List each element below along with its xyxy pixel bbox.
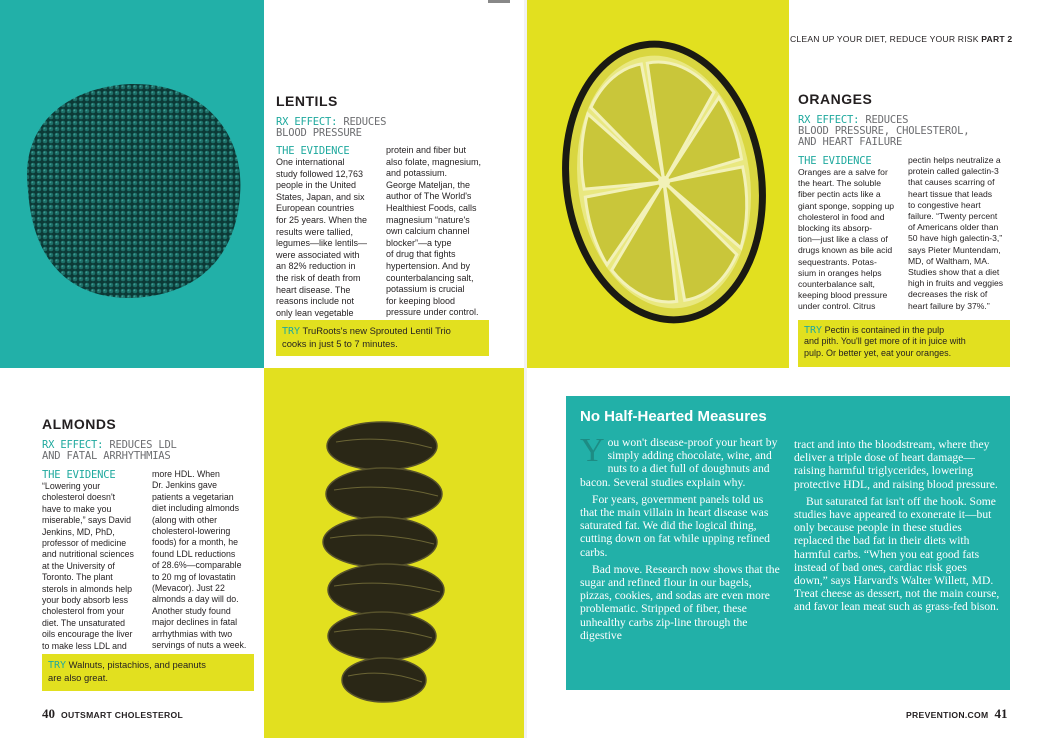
rx-line3: AND HEART FAILURE bbox=[798, 136, 903, 148]
sidebar-para: ou won't disease-proof your heart by simply adding chocolate, wine, and nuts to a diet full of doughnuts and bacon. Several studies explain why. bbox=[580, 436, 778, 489]
body-line: were associated with bbox=[276, 249, 360, 260]
rx-line1: REDUCES LDL bbox=[109, 439, 177, 451]
body-line: sequestrants. Potas- bbox=[798, 256, 877, 267]
lentils-image bbox=[0, 0, 264, 368]
body-line: foods) for a month, he bbox=[152, 537, 239, 548]
oranges-title: ORANGES bbox=[798, 91, 873, 107]
body-line: hypertension. And by bbox=[386, 260, 471, 271]
body-line: at the University of bbox=[42, 560, 115, 571]
body-line: blocking its absorp- bbox=[798, 223, 873, 234]
body-line: under control. Citrus bbox=[798, 301, 876, 312]
body-line: study followed 12,763 bbox=[276, 168, 364, 179]
body-line: pressure under control. bbox=[386, 307, 479, 318]
body-line: more HDL. When bbox=[152, 469, 220, 479]
orange-slice-image bbox=[526, 0, 789, 368]
body-line: to make less LDL and bbox=[42, 640, 127, 651]
rx-key: RX EFFECT: bbox=[276, 116, 338, 128]
lentils-col1 bbox=[276, 157, 384, 319]
body-line: cholesterol-lowering bbox=[152, 526, 231, 537]
almonds-title: ALMONDS bbox=[42, 416, 117, 432]
body-line: protein called galectin-3 bbox=[908, 166, 999, 177]
page-number-right: 41 bbox=[994, 706, 1008, 721]
body-line: Another study found bbox=[152, 605, 231, 616]
body-line: potassium is crucial bbox=[386, 284, 465, 295]
body-line: for keeping blood bbox=[386, 295, 456, 306]
rx-line2: BLOOD PRESSURE, CHOLESTEROL, bbox=[798, 125, 970, 137]
body-line: George Mateljan, the bbox=[386, 179, 471, 190]
body-line: Oranges are a salve for bbox=[798, 167, 888, 177]
body-line: heart tissue that leads bbox=[908, 188, 993, 199]
body-line: One international bbox=[276, 157, 345, 167]
body-line: own calcium channel bbox=[386, 226, 470, 237]
oranges-col1 bbox=[798, 167, 906, 313]
almonds-rx-effect bbox=[42, 440, 177, 462]
try-line2: are also great. bbox=[48, 671, 108, 683]
body-line: protein and fiber but bbox=[386, 145, 467, 155]
section-title: CLEAN UP YOUR DIET, REDUCE YOUR RISK bbox=[790, 34, 979, 44]
almonds-col2 bbox=[152, 469, 256, 652]
body-line: oils encourage the liver bbox=[42, 629, 133, 640]
body-line: keeping blood pressure bbox=[798, 290, 888, 301]
body-line: sium in oranges helps bbox=[798, 267, 882, 278]
body-line: people in the United bbox=[276, 180, 357, 191]
oranges-try-box bbox=[798, 320, 1010, 367]
body-line: pectin helps neutralize a bbox=[908, 155, 1001, 165]
body-line: arrhythmias with two bbox=[152, 628, 233, 639]
footer-left bbox=[42, 706, 183, 722]
body-line: Dr. Jenkins gave bbox=[152, 480, 218, 491]
lentils-evidence-label: THE EVIDENCE bbox=[276, 145, 350, 157]
sidebar-para: But saturated fat isn't off the hook. Some studies have appeared to exonerate it—but only because people in these studies replaced the bad fat in their diets with harmful carbs. “When you eat good fats instead of bad ones, cardiac risk goes down,” says Harvard's Walter Willett, MD. Treat cheese as dessert, not the main course, and favor lean meat such as grass-fed bison. bbox=[794, 494, 1000, 614]
body-line: professor of medicine bbox=[42, 538, 127, 549]
try-line3: pulp. Or better yet, eat your oranges. bbox=[804, 347, 952, 358]
body-line: Healthiest Foods, calls bbox=[386, 202, 477, 213]
try-line2: and pith. You'll get more of it in juice with bbox=[804, 336, 966, 347]
oranges-evidence-label: THE EVIDENCE bbox=[798, 155, 872, 167]
almonds-col1 bbox=[42, 481, 150, 652]
body-line: tion—just like a class of bbox=[798, 234, 888, 245]
part-label: PART 2 bbox=[981, 34, 1013, 44]
body-line: blocker”—a type bbox=[386, 237, 452, 248]
body-line: States, Japan, and six bbox=[276, 191, 365, 202]
sidebar-para: For years, government panels told us that the main villain in heart disease was saturated fat. We did the logical thing, cutting down on fat while upping refined carbs. bbox=[580, 492, 770, 559]
body-line: cholesterol doesn't bbox=[42, 492, 116, 503]
try-line1: Pectin is contained in the pulp bbox=[824, 325, 945, 335]
rx-key: RX EFFECT: bbox=[42, 439, 104, 451]
body-line: miserable,” says David bbox=[42, 515, 131, 526]
rx-key: RX EFFECT: bbox=[798, 114, 860, 126]
lentils-title: LENTILS bbox=[276, 93, 338, 109]
lentils-rx-effect bbox=[276, 117, 386, 139]
body-line: found LDL reductions bbox=[152, 548, 236, 559]
body-line: legumes—like lentils— bbox=[276, 238, 368, 249]
try-line2: cooks in just 5 to 7 minutes. bbox=[282, 337, 398, 349]
body-line: of 28.6%—comparable bbox=[152, 560, 242, 571]
almonds-image bbox=[264, 368, 526, 738]
body-line: high in fruits and veggies bbox=[908, 278, 1004, 289]
oranges-rx-effect bbox=[798, 115, 969, 148]
body-line: counterbalance salt, bbox=[798, 279, 875, 290]
body-line: decreases the risk of bbox=[908, 289, 988, 300]
top-bar-mark bbox=[488, 0, 510, 3]
dropcap: Y bbox=[580, 432, 605, 469]
body-line: European countries bbox=[276, 203, 355, 214]
lentils-col2 bbox=[386, 145, 496, 319]
body-line: major declines in fatal bbox=[152, 617, 238, 628]
body-line: results were tallied, bbox=[276, 226, 354, 237]
body-line: magnesium “nature's bbox=[386, 214, 470, 225]
body-line: drugs known as bile acid bbox=[798, 245, 893, 256]
try-line1: Walnuts, pistachios, and peanuts bbox=[68, 659, 206, 670]
body-line: diet including almonds bbox=[152, 503, 240, 514]
body-line: to congestive heart bbox=[908, 199, 981, 210]
try-label: TRY bbox=[282, 326, 301, 337]
body-line: sterols in almonds help bbox=[42, 583, 132, 594]
body-line: that causes scarring of bbox=[908, 177, 995, 188]
body-line: giant sponge, sopping up bbox=[798, 200, 895, 211]
body-line: your body absorb less bbox=[42, 595, 129, 606]
body-line: cholesterol in food and bbox=[798, 211, 885, 222]
body-line: only lean vegetable bbox=[276, 307, 354, 318]
body-line: fiber pectin acts like a bbox=[798, 189, 881, 200]
body-line: says Pieter Muntendam, bbox=[908, 244, 1001, 255]
oranges-col2 bbox=[908, 155, 1012, 312]
body-line: and nutritional sciences bbox=[42, 549, 134, 560]
sidebar-para: tract and into the bloodstream, where they deliver a triple dose of heart damage—raising harmful triglycerides, lowering protective HDL, and raising blood pressure. bbox=[794, 438, 998, 491]
body-line: 50 have high galectin-3,” bbox=[908, 233, 1003, 244]
rx-line1: REDUCES bbox=[343, 116, 387, 128]
body-line: and potassium. bbox=[386, 168, 448, 179]
body-line: reasons include not bbox=[276, 296, 355, 307]
body-line: Jenkins, MD, PhD, bbox=[42, 526, 115, 537]
website-label: PREVENTION.COM bbox=[906, 710, 989, 720]
body-line: heart failure by 37%.” bbox=[908, 300, 990, 311]
body-line: Studies show that a diet bbox=[908, 267, 1000, 278]
sidebar-para: Bad move. Research now shows that the sugar and refined flour in our bagels, pizzas, cookies, and sodas are even more problematic. Stripped of fiber, these unhealthy carbs zip-line through the digestive bbox=[580, 562, 780, 642]
body-line: author of The World's bbox=[386, 191, 472, 202]
body-line: heart disease. The bbox=[276, 284, 351, 295]
almonds-evidence-label: THE EVIDENCE bbox=[42, 469, 116, 481]
body-line: patients a vegetarian bbox=[152, 491, 234, 502]
body-line: servings of nuts a week. bbox=[152, 640, 247, 651]
body-line: Toronto. The plant bbox=[42, 572, 113, 583]
body-line: almonds a day will do. bbox=[152, 594, 239, 605]
body-line: to 20 mg of lovastatin bbox=[152, 571, 236, 582]
body-line: the heart. The soluble bbox=[798, 178, 881, 189]
page-number-left: 40 bbox=[42, 706, 55, 721]
rx-line1: REDUCES bbox=[865, 114, 909, 126]
body-line: (along with other bbox=[152, 514, 218, 525]
body-line: also folate, magnesium, bbox=[386, 156, 482, 167]
body-line: of drug that fights bbox=[386, 249, 456, 260]
body-line: counterbalancing salt, bbox=[386, 272, 474, 283]
body-line: have to make you bbox=[42, 503, 112, 514]
lentils-try-box bbox=[276, 320, 489, 356]
sidebar-box bbox=[566, 396, 1010, 690]
body-line: of Americans older than bbox=[908, 222, 999, 233]
footer-right bbox=[906, 706, 1008, 722]
rx-line2: AND FATAL ARRHYTHMIAS bbox=[42, 450, 171, 462]
body-line: diet. The unsaturated bbox=[42, 617, 125, 628]
body-line: “Lowering your bbox=[42, 481, 101, 491]
sidebar-col1 bbox=[580, 432, 780, 642]
body-line: an 82% reduction in bbox=[276, 261, 356, 272]
body-line: MD, of Waltham, MA. bbox=[908, 255, 990, 266]
try-label: TRY bbox=[804, 325, 823, 336]
section-header bbox=[790, 34, 1012, 44]
try-line1: TruRoots's new Sprouted Lentil Trio bbox=[302, 325, 451, 336]
sidebar-title: No Half-Hearted Measures bbox=[580, 408, 767, 425]
magazine-section: OUTSMART CHOLESTEROL bbox=[61, 710, 184, 720]
body-line: cholesterol from your bbox=[42, 606, 125, 617]
body-line: (Mevacor). Just 22 bbox=[152, 583, 225, 594]
rx-line2: BLOOD PRESSURE bbox=[276, 127, 362, 139]
body-line: the risk of death from bbox=[276, 272, 361, 283]
sidebar-col2 bbox=[794, 438, 1000, 614]
try-label: TRY bbox=[48, 660, 67, 671]
almonds-try-box bbox=[42, 654, 254, 691]
body-line: failure. “Twenty percent bbox=[908, 211, 998, 222]
body-line: for 25 years. When the bbox=[276, 214, 368, 225]
